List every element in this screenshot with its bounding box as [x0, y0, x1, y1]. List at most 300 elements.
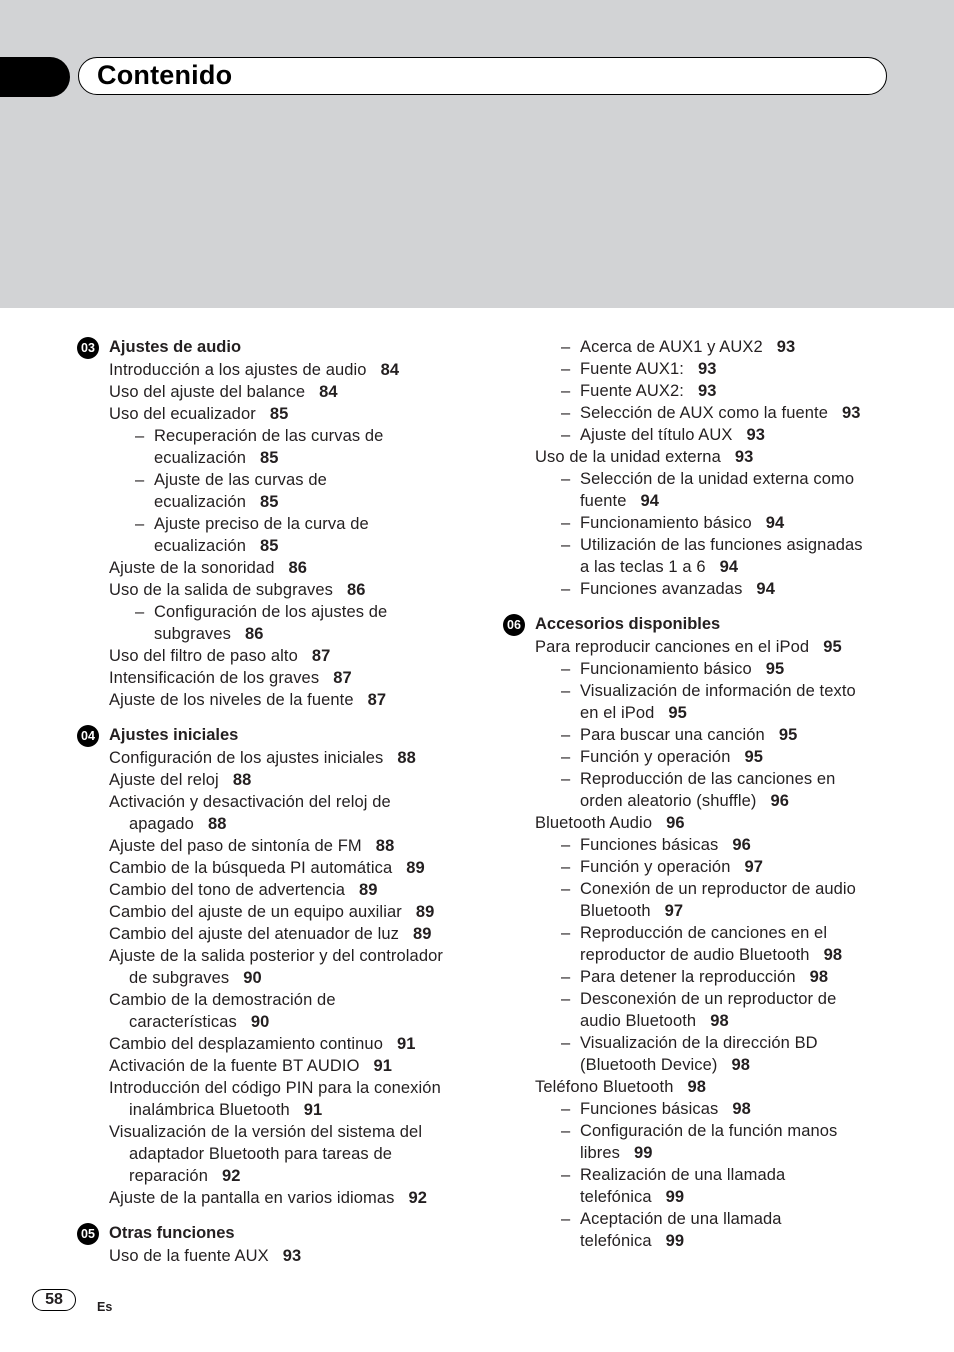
toc-subentry[interactable] — [502, 768, 897, 812]
entry-page-number: 95 — [744, 748, 764, 766]
entry-page-number: 96 — [666, 814, 685, 832]
entry-title: Reproducción de canciones en el — [580, 924, 828, 942]
entry-text-line — [109, 1245, 476, 1267]
toc-entry[interactable] — [76, 1187, 476, 1209]
toc-entry[interactable] — [76, 901, 476, 923]
entry-title: Uso del ecualizador — [109, 405, 256, 423]
section-title: Accesorios disponibles — [535, 615, 721, 633]
entry-text-line — [580, 680, 897, 702]
dash-bullet: – — [561, 968, 571, 986]
entry-text-line — [109, 645, 476, 667]
toc-subentry[interactable] — [502, 878, 897, 922]
entry-page-number: 85 — [260, 493, 279, 511]
entry-title: Ajuste de la salida posterior y del controlador — [109, 947, 443, 965]
toc-entry[interactable] — [76, 1077, 476, 1121]
toc-subentry[interactable] — [502, 512, 897, 534]
toc-entry[interactable] — [76, 403, 476, 425]
entry-text-line — [580, 490, 897, 512]
toc-subentry[interactable] — [502, 534, 897, 578]
entry-title: Conexión de un reproductor de audio — [580, 880, 856, 898]
entry-page-number: 93 — [842, 404, 861, 422]
entry-title: Ajuste de la pantalla en varios idiomas — [109, 1189, 395, 1207]
entry-text-line — [109, 403, 476, 425]
entry-text-line — [109, 1187, 476, 1209]
entry-text-line — [109, 835, 476, 857]
toc-subentry[interactable] — [76, 425, 476, 469]
entry-text-line — [109, 901, 476, 923]
entry-page-number: 85 — [269, 405, 289, 423]
entry-text-line — [580, 702, 897, 724]
toc-entry[interactable] — [502, 812, 897, 834]
toc-subentry[interactable] — [502, 1208, 897, 1252]
entry-title: Teléfono Bluetooth — [535, 1078, 674, 1096]
section-title: Ajustes iniciales — [109, 726, 239, 744]
entry-page-number: 98 — [823, 946, 843, 964]
entry-page-number: 93 — [776, 338, 796, 356]
toc-subentry[interactable] — [502, 1032, 897, 1076]
entry-text-line — [154, 623, 476, 645]
entry-text-line — [580, 790, 897, 812]
toc-entry[interactable] — [76, 945, 476, 989]
toc-entry[interactable] — [502, 1076, 897, 1098]
header-band — [0, 0, 954, 308]
toc-subentry[interactable] — [502, 988, 897, 1032]
dash-bullet: – — [561, 426, 571, 444]
entry-page-number: 97 — [744, 858, 764, 876]
entry-title: Uso de la salida de subgraves — [109, 581, 333, 599]
entry-text-line — [109, 579, 476, 601]
toc-section — [76, 336, 476, 711]
toc-subentry[interactable] — [502, 336, 897, 358]
toc-subentry[interactable] — [502, 380, 897, 402]
entry-title: Uso del filtro de paso alto — [109, 647, 298, 665]
entry-title: Cambio del desplazamiento continuo — [109, 1035, 383, 1053]
toc-entry[interactable] — [76, 1121, 476, 1187]
section-heading — [76, 336, 476, 359]
entry-text-line — [580, 1164, 897, 1186]
section-title: Ajustes de audio — [109, 338, 242, 356]
dash-bullet: – — [561, 1034, 571, 1052]
toc-subentry[interactable] — [76, 513, 476, 557]
entry-text-line — [580, 856, 897, 878]
entry-page-number: 93 — [746, 426, 766, 444]
dash-bullet: – — [561, 836, 571, 854]
entry-text-line — [580, 534, 897, 556]
entry-text-line — [580, 768, 897, 790]
dash-bullet: – — [561, 660, 571, 678]
entry-text-line — [580, 1098, 897, 1120]
entry-text-line — [109, 557, 476, 579]
entry-text-line — [580, 1010, 897, 1032]
entry-text-line — [580, 468, 897, 490]
section-title: Otras funciones — [109, 1224, 235, 1242]
dash-bullet: – — [135, 471, 145, 489]
entry-text-line — [535, 446, 897, 468]
entry-text-line — [109, 857, 476, 879]
dash-bullet: – — [135, 603, 145, 621]
entry-page-number: 95 — [668, 704, 687, 722]
entry-text-line — [154, 601, 476, 623]
entry-page-number: 87 — [367, 691, 387, 709]
entry-title: subgraves — [154, 625, 232, 643]
entry-page-number: 99 — [634, 1144, 653, 1162]
entry-page-number: 94 — [640, 492, 660, 510]
dash-bullet: – — [561, 382, 571, 400]
toc-entry[interactable] — [76, 359, 476, 381]
entry-page-number: 85 — [260, 537, 279, 555]
entry-text-line — [154, 469, 476, 491]
entry-text-line — [580, 658, 897, 680]
entry-title: Para detener la reproducción — [580, 968, 796, 986]
entry-page-number: 89 — [415, 903, 435, 921]
entry-page-number: 94 — [765, 514, 785, 532]
entry-title: Funciones básicas — [580, 1100, 719, 1118]
toc-entry[interactable] — [76, 381, 476, 403]
toc-section — [502, 613, 897, 1252]
toc-entry[interactable] — [76, 791, 476, 835]
entry-title: Bluetooth — [580, 902, 651, 920]
entry-title: Desconexión de un reproductor de — [580, 990, 837, 1008]
toc-entry[interactable] — [76, 1245, 476, 1267]
section-number-badge: 05 — [77, 1223, 99, 1245]
toc-entry[interactable] — [76, 923, 476, 945]
dash-bullet: – — [561, 536, 571, 554]
entry-title: telefónica — [580, 1232, 652, 1250]
entry-text-line — [154, 491, 476, 513]
entry-title: Uso de la unidad externa — [535, 448, 721, 466]
entry-text-line — [109, 769, 476, 791]
entry-text-line — [580, 380, 897, 402]
entry-title: Visualización de la dirección BD — [580, 1034, 818, 1052]
entry-title: Utilización de las funciones asignadas — [580, 536, 863, 554]
entry-text-line — [580, 512, 897, 534]
entry-title: Realización de una llamada — [580, 1166, 786, 1184]
entry-page-number: 93 — [697, 360, 717, 378]
toc-column-left — [76, 336, 476, 1267]
entry-title: Funcionamiento básico — [580, 514, 752, 532]
entry-text-line — [109, 1077, 476, 1099]
entry-page-number: 93 — [697, 382, 717, 400]
entry-title: Visualización de información de texto — [580, 682, 856, 700]
toc-entry[interactable] — [76, 1033, 476, 1055]
entry-text-line — [580, 358, 897, 380]
toc-subentry[interactable] — [502, 680, 897, 724]
entry-title: Ajuste del título AUX — [580, 426, 733, 444]
entry-text-line — [535, 1076, 897, 1098]
entry-title: Ajuste del reloj — [109, 771, 219, 789]
dash-bullet: – — [561, 682, 571, 700]
entry-text-line — [154, 425, 476, 447]
entry-title: Para reproducir canciones en el iPod — [535, 638, 810, 656]
dash-bullet: – — [135, 427, 145, 445]
entry-title: Función y operación — [580, 858, 731, 876]
entry-page-number: 94 — [756, 580, 775, 598]
entry-text-line — [580, 424, 897, 446]
entry-text-line — [535, 812, 897, 834]
entry-page-number: 97 — [664, 902, 684, 920]
dash-bullet: – — [561, 1166, 571, 1184]
entry-title: Intensificación de los graves — [109, 669, 320, 687]
entry-title: Configuración de los ajustes de — [154, 603, 388, 621]
entry-page-number: 98 — [732, 1100, 751, 1118]
entry-page-number: 86 — [288, 559, 308, 577]
entry-page-number: 99 — [665, 1232, 685, 1250]
entry-title: Activación de la fuente BT AUDIO — [109, 1057, 360, 1075]
toc-entry[interactable] — [76, 769, 476, 791]
toc-entry[interactable] — [76, 667, 476, 689]
toc-subentry[interactable] — [76, 601, 476, 645]
entry-title: Reproducción de las canciones en — [580, 770, 836, 788]
entry-text-line — [109, 1143, 476, 1165]
entry-page-number: 88 — [397, 749, 416, 767]
entry-title: telefónica — [580, 1188, 652, 1206]
toc-entry[interactable] — [76, 1055, 476, 1077]
entry-page-number: 91 — [396, 1035, 416, 1053]
entry-title: en el iPod — [580, 704, 655, 722]
toc-section — [502, 336, 897, 600]
entry-title: ecualización — [154, 493, 247, 511]
toc-subentry[interactable] — [76, 469, 476, 513]
entry-title: Introducción del código PIN para la conexión — [109, 1079, 441, 1097]
entry-page-number: 91 — [303, 1101, 323, 1119]
entry-page-number: 92 — [221, 1167, 241, 1185]
entry-page-number: 88 — [207, 815, 227, 833]
entry-title: de subgraves — [129, 969, 230, 987]
entry-title: Funciones avanzadas — [580, 580, 743, 598]
entry-title: Cambio de la búsqueda PI automática — [109, 859, 393, 877]
entry-page-number: 84 — [380, 361, 400, 379]
section-heading — [502, 613, 897, 636]
toc-entry[interactable] — [76, 879, 476, 901]
entry-text-line — [109, 989, 476, 1011]
dash-bullet: – — [561, 726, 571, 744]
entry-text-line — [580, 724, 897, 746]
entry-text-line — [580, 1032, 897, 1054]
section-number-badge: 06 — [503, 614, 525, 636]
dash-bullet: – — [561, 1100, 571, 1118]
dash-bullet: – — [135, 515, 145, 533]
entry-text-line — [580, 1186, 897, 1208]
entry-page-number: 94 — [719, 558, 739, 576]
toc-subentry[interactable] — [502, 468, 897, 512]
entry-title: Fuente AUX1: — [580, 360, 684, 378]
toc-subentry[interactable] — [502, 724, 897, 746]
entry-title: Configuración de los ajustes iniciales — [109, 749, 384, 767]
entry-page-number: 98 — [687, 1078, 707, 1096]
dash-bullet: – — [561, 770, 571, 788]
entry-text-line — [580, 578, 897, 600]
entry-page-number: 87 — [311, 647, 331, 665]
title-banner — [78, 57, 887, 95]
entry-text-line — [580, 878, 897, 900]
toc-subentry[interactable] — [502, 1164, 897, 1208]
dash-bullet: – — [561, 404, 571, 422]
entry-title: Ajuste de las curvas de — [154, 471, 327, 489]
entry-title: reproductor de audio Bluetooth — [580, 946, 810, 964]
entry-title: Ajuste preciso de la curva de — [154, 515, 369, 533]
entry-text-line — [580, 1208, 897, 1230]
entry-text-line — [109, 879, 476, 901]
entry-page-number: 88 — [375, 837, 395, 855]
entry-title: Recuperación de las curvas de — [154, 427, 384, 445]
entry-page-number: 96 — [770, 792, 790, 810]
entry-text-line — [109, 1165, 476, 1187]
toc-subentry[interactable] — [502, 402, 897, 424]
toc-entry[interactable] — [76, 747, 476, 769]
toc-subentry[interactable] — [502, 856, 897, 878]
entry-text-line — [580, 1142, 897, 1164]
entry-page-number: 87 — [333, 669, 352, 687]
entry-title: a las teclas 1 a 6 — [580, 558, 706, 576]
entry-title: Función y operación — [580, 748, 731, 766]
entry-text-line — [580, 1230, 897, 1252]
dash-bullet: – — [561, 580, 571, 598]
dash-bullet: – — [561, 338, 571, 356]
toc-subentry[interactable] — [502, 966, 897, 988]
toc-entry[interactable] — [76, 579, 476, 601]
section-number-badge: 03 — [77, 337, 99, 359]
entry-title: libres — [580, 1144, 621, 1162]
toc-entry[interactable] — [76, 857, 476, 879]
toc-subentry[interactable] — [502, 746, 897, 768]
entry-text-line — [109, 923, 476, 945]
entry-page-number: 98 — [809, 968, 829, 986]
entry-text-line — [580, 966, 897, 988]
entry-title: Ajuste del paso de sintonía de FM — [109, 837, 362, 855]
entry-title: inalámbrica Bluetooth — [129, 1101, 290, 1119]
entry-page-number: 93 — [734, 448, 754, 466]
entry-title: Introducción a los ajustes de audio — [109, 361, 367, 379]
entry-title: reparación — [129, 1167, 208, 1185]
entry-page-number: 93 — [282, 1247, 302, 1265]
toc-entry[interactable] — [502, 446, 897, 468]
entry-text-line — [109, 945, 476, 967]
entry-title: Funciones básicas — [580, 836, 719, 854]
page-title: Contenido — [97, 60, 233, 90]
dash-bullet: – — [561, 924, 571, 942]
section-heading — [76, 724, 476, 747]
entry-page-number: 89 — [406, 859, 425, 877]
entry-title: características — [129, 1013, 237, 1031]
entry-title: (Bluetooth Device) — [580, 1056, 718, 1074]
toc-section — [76, 724, 476, 1209]
entry-page-number: 90 — [250, 1013, 270, 1031]
dash-bullet: – — [561, 470, 571, 488]
entry-text-line — [580, 336, 897, 358]
dash-bullet: – — [561, 748, 571, 766]
entry-title: Activación y desactivación del reloj de — [109, 793, 391, 811]
toc-subentry[interactable] — [502, 424, 897, 446]
entry-text-line — [580, 900, 897, 922]
dash-bullet: – — [561, 990, 571, 1008]
entry-text-line — [109, 1033, 476, 1055]
toc-subentry[interactable] — [502, 578, 897, 600]
dash-bullet: – — [561, 858, 571, 876]
entry-title: Cambio del ajuste del atenuador de luz — [109, 925, 399, 943]
dash-bullet: – — [561, 880, 571, 898]
entry-title: ecualización — [154, 449, 247, 467]
toc-subentry[interactable] — [502, 358, 897, 380]
entry-text-line — [109, 967, 476, 989]
toc-entry[interactable] — [76, 645, 476, 667]
dash-bullet: – — [561, 514, 571, 532]
entry-title: Cambio del tono de advertencia — [109, 881, 345, 899]
entry-text-line — [109, 1055, 476, 1077]
entry-title: Uso del ajuste del balance — [109, 383, 306, 401]
entry-text-line — [580, 1054, 897, 1076]
section-tab-marker — [0, 57, 70, 97]
entry-title: Configuración de la función manos — [580, 1122, 838, 1140]
entry-text-line — [109, 381, 476, 403]
toc-entry[interactable] — [76, 557, 476, 579]
toc-section — [76, 1222, 476, 1267]
entry-title: Uso de la fuente AUX — [109, 1247, 269, 1265]
entry-page-number: 99 — [665, 1188, 685, 1206]
entry-page-number: 86 — [245, 625, 264, 643]
entry-title: adaptador Bluetooth para tareas de — [129, 1145, 393, 1163]
entry-page-number: 98 — [731, 1056, 751, 1074]
language-code: Es — [97, 1300, 113, 1314]
entry-page-number: 89 — [358, 881, 378, 899]
entry-text-line — [109, 1099, 476, 1121]
toc-column-right — [502, 336, 897, 1252]
entry-page-number: 86 — [346, 581, 366, 599]
entry-text-line — [109, 689, 476, 711]
entry-title: Selección de AUX como la fuente — [580, 404, 828, 422]
entry-page-number: 95 — [765, 660, 785, 678]
entry-text-line — [580, 746, 897, 768]
entry-text-line — [109, 1011, 476, 1033]
entry-page-number: 91 — [373, 1057, 393, 1075]
entry-page-number: 96 — [732, 836, 751, 854]
entry-title: Fuente AUX2: — [580, 382, 684, 400]
entry-text-line — [109, 1121, 476, 1143]
entry-title: ecualización — [154, 537, 247, 555]
toc-subentry[interactable] — [502, 658, 897, 680]
entry-title: Ajuste de los niveles de la fuente — [109, 691, 354, 709]
entry-text-line — [109, 747, 476, 769]
toc-entry[interactable] — [76, 689, 476, 711]
entry-page-number: 95 — [823, 638, 842, 656]
page-number: 58 — [32, 1289, 76, 1311]
entry-title: Funcionamiento básico — [580, 660, 752, 678]
entry-text-line — [109, 359, 476, 381]
dash-bullet: – — [561, 1122, 571, 1140]
entry-page-number: 85 — [260, 449, 279, 467]
entry-title: Aceptación de una llamada — [580, 1210, 782, 1228]
entry-text-line — [580, 922, 897, 944]
entry-page-number: 95 — [778, 726, 798, 744]
entry-page-number: 88 — [232, 771, 252, 789]
toc-subentry[interactable] — [502, 1098, 897, 1120]
toc-subentry[interactable] — [502, 1120, 897, 1164]
toc-entry[interactable] — [76, 835, 476, 857]
entry-text-line — [580, 944, 897, 966]
toc-entry[interactable] — [502, 636, 897, 658]
entry-page-number: 90 — [243, 969, 262, 987]
section-number-badge: 04 — [77, 725, 99, 747]
entry-title: Para buscar una canción — [580, 726, 765, 744]
toc-subentry[interactable] — [502, 922, 897, 966]
entry-title: Cambio de la demostración de — [109, 991, 336, 1009]
entry-title: Acerca de AUX1 y AUX2 — [580, 338, 763, 356]
toc-entry[interactable] — [76, 989, 476, 1033]
entry-text-line — [109, 813, 476, 835]
entry-text-line — [580, 402, 897, 424]
toc-subentry[interactable] — [502, 834, 897, 856]
entry-text-line — [580, 834, 897, 856]
entry-text-line — [109, 667, 476, 689]
